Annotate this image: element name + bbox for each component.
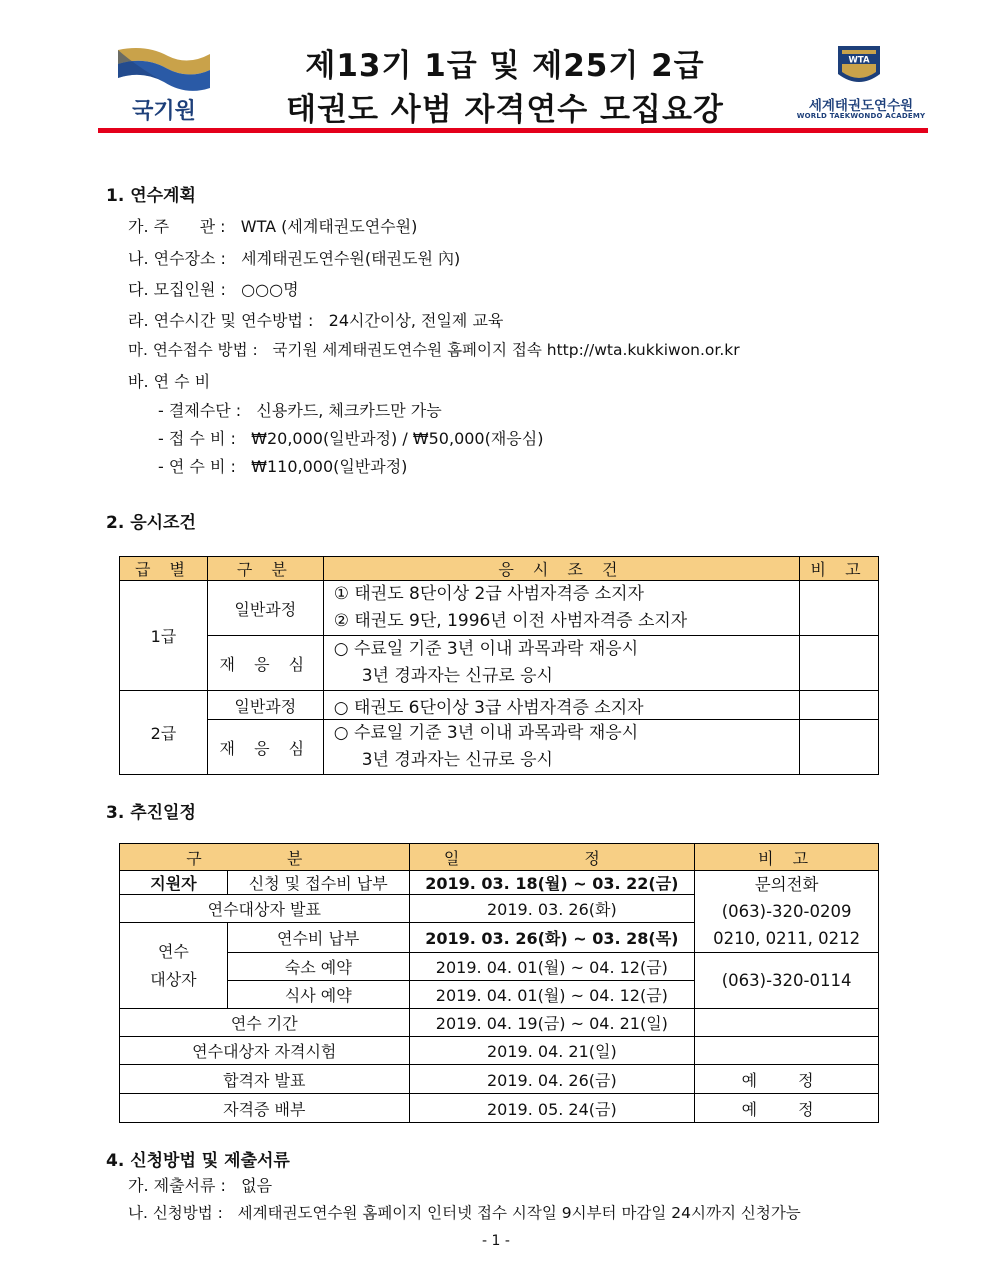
g2-retake-condition-1: ○ 수료일 기준 3년 이내 과목과락 재응시 bbox=[333, 723, 639, 743]
wta-logo bbox=[796, 44, 926, 124]
plan-item-fee: 바. 연 수 비 bbox=[128, 372, 211, 391]
sched-contact-cell bbox=[695, 871, 879, 953]
schedule-table bbox=[119, 843, 879, 1123]
g2-general-note bbox=[800, 691, 879, 720]
section1-heading: 1. 연수계획 bbox=[106, 186, 196, 206]
sched-header-category: 구 분 bbox=[120, 844, 410, 871]
sched-trainee-group bbox=[120, 923, 228, 1009]
contact-phone-2: 0210, 0211, 0212 bbox=[713, 929, 861, 948]
section2-heading: 2. 응시조건 bbox=[106, 513, 196, 533]
contact-phone-1: (063)-320-0209 bbox=[721, 902, 852, 921]
sched-period-note bbox=[695, 1009, 879, 1037]
submission-docs: 가. 제출서류 : 없음 bbox=[128, 1176, 273, 1195]
sched-cert-note: 예 정 bbox=[695, 1094, 879, 1123]
g2-retake-note bbox=[800, 720, 879, 775]
sched-header-date: 일 정 bbox=[409, 844, 695, 871]
header-divider bbox=[98, 128, 928, 133]
plan-item-host: 가. 주 관 : WTA (세계태권도연수원) bbox=[128, 217, 418, 236]
sched-cert-label: 자격증 배부 bbox=[120, 1094, 410, 1123]
col-header-type: 구 분 bbox=[207, 557, 323, 581]
g1-general-condition-1: ① 태권도 8단이상 2급 사범자격증 소지자 bbox=[333, 584, 644, 604]
g1-general-conditions bbox=[323, 581, 799, 636]
g1-retake-conditions bbox=[323, 636, 799, 691]
grade-1-cell: 1급 bbox=[120, 581, 208, 691]
g2-retake-label: 재 응 심 bbox=[207, 720, 323, 775]
page-title bbox=[230, 44, 780, 132]
fee-payment-method: - 결제수단 : 신용카드, 체크카드만 가능 bbox=[158, 401, 442, 420]
svg-text:WTA: WTA bbox=[848, 55, 870, 66]
sched-apply-label: 신청 및 접수비 납부 bbox=[227, 871, 409, 895]
sched-period-label: 연수 기간 bbox=[120, 1009, 410, 1037]
section3-heading: 3. 추진일정 bbox=[106, 803, 196, 823]
trainee-group-label-2: 대상자 bbox=[150, 969, 197, 989]
g2-retake-condition-2: 3년 경과자는 신규로 응시 bbox=[361, 750, 553, 770]
sched-lodging-label: 숙소 예약 bbox=[227, 953, 409, 981]
sched-period-date: 2019. 04. 19(금) ~ 04. 21(일) bbox=[409, 1009, 695, 1037]
plan-item-hours: 라. 연수시간 및 연수방법 : 24시간이상, 전일제 교육 bbox=[128, 311, 504, 330]
page-number: - 1 - bbox=[482, 1233, 510, 1249]
sched-exam-note bbox=[695, 1037, 879, 1065]
kukkiwon-emblem-icon bbox=[116, 46, 212, 92]
sched-announce-label: 연수대상자 발표 bbox=[120, 895, 410, 923]
sched-applicant-label: 지원자 bbox=[120, 871, 228, 895]
fee-training: - 연 수 비 : ₩110,000(일반과정) bbox=[158, 457, 408, 476]
sched-exam-date: 2019. 04. 21(일) bbox=[409, 1037, 695, 1065]
g1-retake-label: 재 응 심 bbox=[207, 636, 323, 691]
plan-item-location: 나. 연수장소 : 세계태권도연수원(태권도원 內) bbox=[128, 249, 461, 268]
sched-exam-label: 연수대상자 자격시험 bbox=[120, 1037, 410, 1065]
sched-apply-date: 2019. 03. 18(월) ~ 03. 22(금) bbox=[409, 871, 695, 895]
g1-retake-condition-1: ○ 수료일 기준 3년 이내 과목과락 재응시 bbox=[333, 639, 639, 659]
kukkiwon-logo bbox=[112, 46, 216, 122]
wta-badge-icon bbox=[834, 44, 884, 90]
sched-result-date: 2019. 04. 26(금) bbox=[409, 1065, 695, 1094]
application-method: 나. 신청방법 : 세계태권도연수원 홈페이지 인터넷 접수 시작일 9시부터 마감일 24시까지 신청가능 bbox=[128, 1204, 801, 1222]
wta-logo-name: 세계태권도연수원 bbox=[808, 98, 914, 114]
g1-retake-note bbox=[800, 636, 879, 691]
sched-meal-date: 2019. 04. 01(월) ~ 04. 12(금) bbox=[409, 981, 695, 1009]
g2-general-label: 일반과정 bbox=[207, 691, 323, 720]
sched-announce-date: 2019. 03. 26(화) bbox=[409, 895, 695, 923]
g1-general-note bbox=[800, 581, 879, 636]
contact-phone-3: (063)-320-0114 bbox=[695, 953, 879, 1009]
g2-general-condition: ○ 태권도 6단이상 3급 사범자격증 소지자 bbox=[323, 691, 799, 720]
fee-application: - 접 수 비 : ₩20,000(일반과정) / ₩50,000(재응심) bbox=[158, 429, 544, 448]
title-line-1: 제13기 1급 및 제25기 2급 bbox=[305, 48, 705, 84]
title-line-2: 태권도 사범 자격연수 모집요강 bbox=[286, 92, 724, 128]
sched-fee-date: 2019. 03. 26(화) ~ 03. 28(목) bbox=[409, 923, 695, 953]
trainee-group-label-1: 연수 bbox=[157, 941, 189, 961]
sched-cert-date: 2019. 05. 24(금) bbox=[409, 1094, 695, 1123]
wta-logo-subtitle: WORLD TAEKWONDO ACADEMY bbox=[796, 112, 926, 120]
col-header-note: 비 고 bbox=[800, 557, 879, 581]
section4-heading: 4. 신청방법 및 제출서류 bbox=[106, 1151, 290, 1171]
g1-general-label: 일반과정 bbox=[207, 581, 323, 636]
sched-fee-label: 연수비 납부 bbox=[227, 923, 409, 953]
g1-general-condition-2: ② 태권도 9단, 1996년 이전 사범자격증 소지자 bbox=[333, 611, 688, 631]
eligibility-table bbox=[119, 556, 879, 775]
col-header-grade: 급 별 bbox=[120, 557, 208, 581]
grade-2-cell: 2급 bbox=[120, 691, 208, 775]
col-header-condition: 응 시 조 건 bbox=[323, 557, 799, 581]
sched-meal-label: 식사 예약 bbox=[227, 981, 409, 1009]
g1-retake-condition-2: 3년 경과자는 신규로 응시 bbox=[361, 666, 553, 686]
g2-retake-conditions bbox=[323, 720, 799, 775]
sched-header-note: 비 고 bbox=[695, 844, 879, 871]
sched-result-note: 예 정 bbox=[695, 1065, 879, 1094]
sched-lodging-date: 2019. 04. 01(월) ~ 04. 12(금) bbox=[409, 953, 695, 981]
plan-item-registration: 마. 연수접수 방법 : 국기원 세계태권도연수원 홈페이지 접속 http://wta.kukkiwon.or.kr bbox=[128, 341, 740, 359]
kukkiwon-logo-text: 국기원 bbox=[132, 99, 196, 124]
sched-result-label: 합격자 발표 bbox=[120, 1065, 410, 1094]
plan-item-capacity: 다. 모집인원 : ○○○명 bbox=[128, 280, 299, 299]
contact-label: 문의전화 bbox=[754, 875, 819, 894]
